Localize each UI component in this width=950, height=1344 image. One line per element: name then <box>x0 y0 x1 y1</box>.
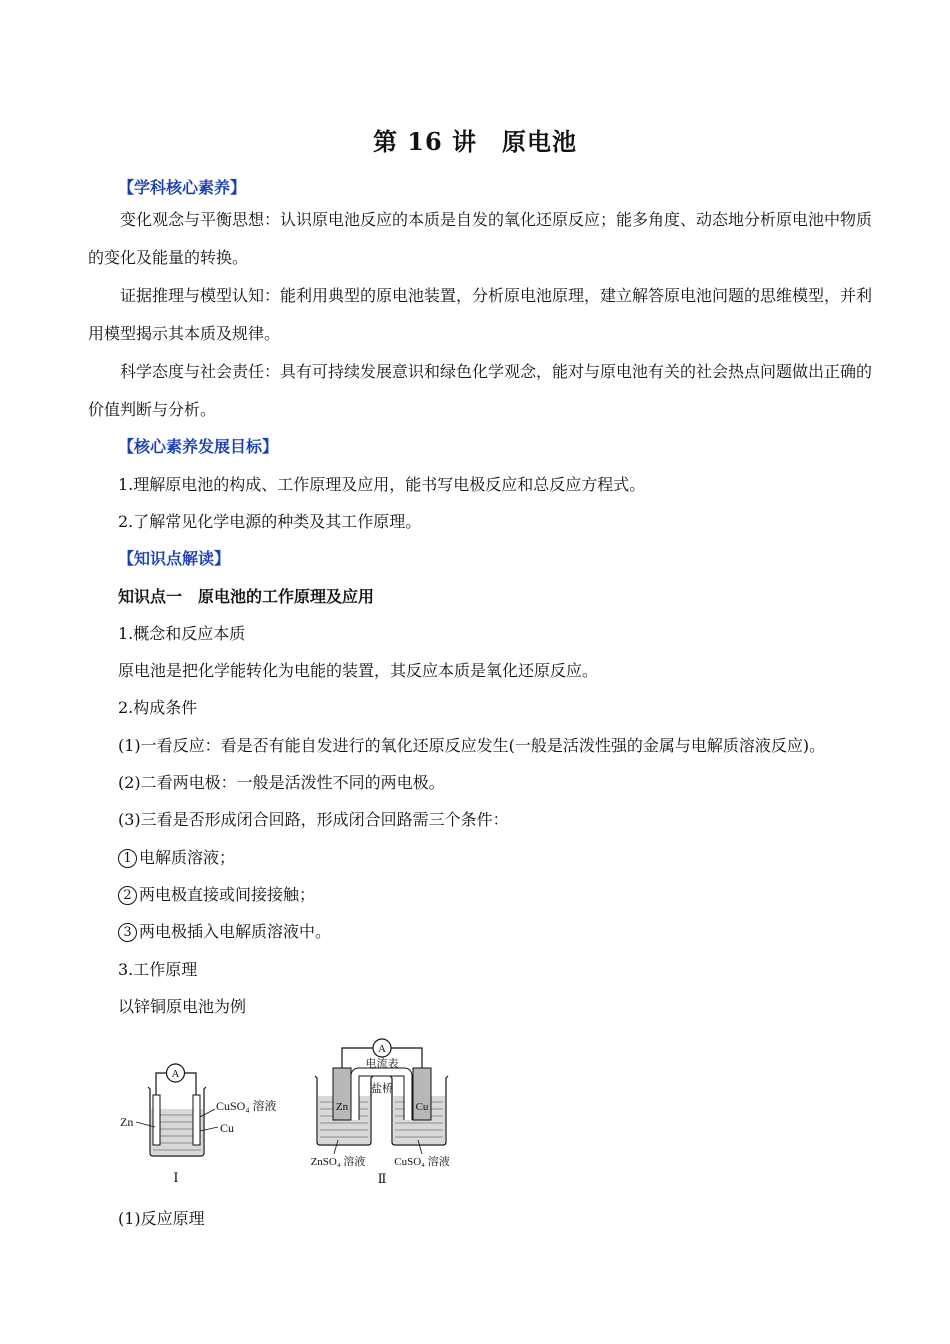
circled-number: 2 <box>118 886 137 905</box>
knowledge-line: (2)二看两电极：一般是活泼性不同的两电极。 <box>118 773 445 792</box>
circled-number: 3 <box>118 923 137 942</box>
cuso4-label: CuSO₄ 溶液 <box>394 1156 450 1168</box>
circled-item <box>118 845 235 868</box>
cu-label: Cu <box>415 1101 429 1113</box>
cu-label: Cu <box>220 1121 235 1135</box>
ammeter-label: A <box>171 1068 180 1080</box>
figure-2-caption: Ⅱ <box>377 1171 387 1186</box>
figure-1-caption: Ⅰ <box>173 1170 179 1185</box>
section-heading-knowledge: 【知识点解读】 <box>118 549 231 568</box>
figure-2-diagram <box>300 1030 470 1190</box>
circled-item <box>118 882 315 905</box>
goal-item: 2.了解常见化学电源的种类及其工作原理。 <box>118 512 422 531</box>
circled-item-text: 电解质溶液； <box>139 848 236 867</box>
page-title: 第 16 讲 原电池 <box>372 127 578 156</box>
section-heading-goals: 【核心素养发展目标】 <box>118 437 279 456</box>
zn-electrode <box>153 1095 160 1145</box>
znso4-label: ZnSO₄ 溶液 <box>310 1156 366 1168</box>
goal-item: 1.理解原电池的构成、工作原理及应用，能书写电极反应和总反应方程式。 <box>118 475 646 494</box>
zn-label: Zn <box>120 1115 134 1129</box>
knowledge-line: 1.概念和反应本质 <box>118 624 246 643</box>
circled-item <box>118 919 331 942</box>
paragraph-change-balance: 变化观念与平衡思想：认识原电池反应的本质是自发的氧化还原反应；能多角度、动态地分析原电池中物质的变化及能量的转换。 <box>88 210 873 267</box>
cuso4-label: CuSO₄ 溶液 <box>216 1099 277 1113</box>
cu-electrode <box>193 1095 200 1145</box>
knowledge-point-title: 知识点一 原电池的工作原理及应用 <box>118 587 375 606</box>
ammeter-caption: 电流表 <box>365 1058 399 1070</box>
knowledge-line: (1)一看反应：看是否有能自发进行的氧化还原反应发生(一般是活泼性强的金属与电解质溶液反应)。 <box>118 736 826 755</box>
knowledge-line: (3)三看是否形成闭合回路，形成闭合回路需三个条件： <box>118 810 509 829</box>
example-line: 以锌铜原电池为例 <box>118 997 247 1016</box>
paragraph-evidence-model: 证据推理与模型认知：能利用典型的原电池装置，分析原电池原理，建立解答原电池问题的思维模型，并利用模型揭示其本质及规律。 <box>88 286 873 343</box>
knowledge-line: 原电池是把化学能转化为电能的装置，其反应本质是氧化还原反应。 <box>118 661 599 680</box>
reaction-principle-title: (1)反应原理 <box>118 1209 205 1228</box>
circled-item-text: 两电极直接或间接接触； <box>139 885 316 904</box>
circled-item-text: 两电极插入电解质溶液中。 <box>139 922 332 941</box>
figure-1-diagram <box>110 1055 300 1190</box>
salt-bridge-label-1: 盐桥 <box>371 1083 393 1095</box>
section-heading-core-literacy: 【学科核心素养】 <box>118 178 247 197</box>
circled-number: 1 <box>118 849 137 868</box>
ammeter-label: A <box>378 1043 386 1055</box>
work-principle-title: 3.工作原理 <box>118 960 198 979</box>
knowledge-line: 2.构成条件 <box>118 698 198 717</box>
paragraph-science-attitude: 科学态度与社会责任：具有可持续发展意识和绿色化学观念，能对与原电池有关的社会热点问题做出正确的价值判断与分析。 <box>88 362 873 419</box>
zn-label: Zn <box>335 1101 349 1113</box>
